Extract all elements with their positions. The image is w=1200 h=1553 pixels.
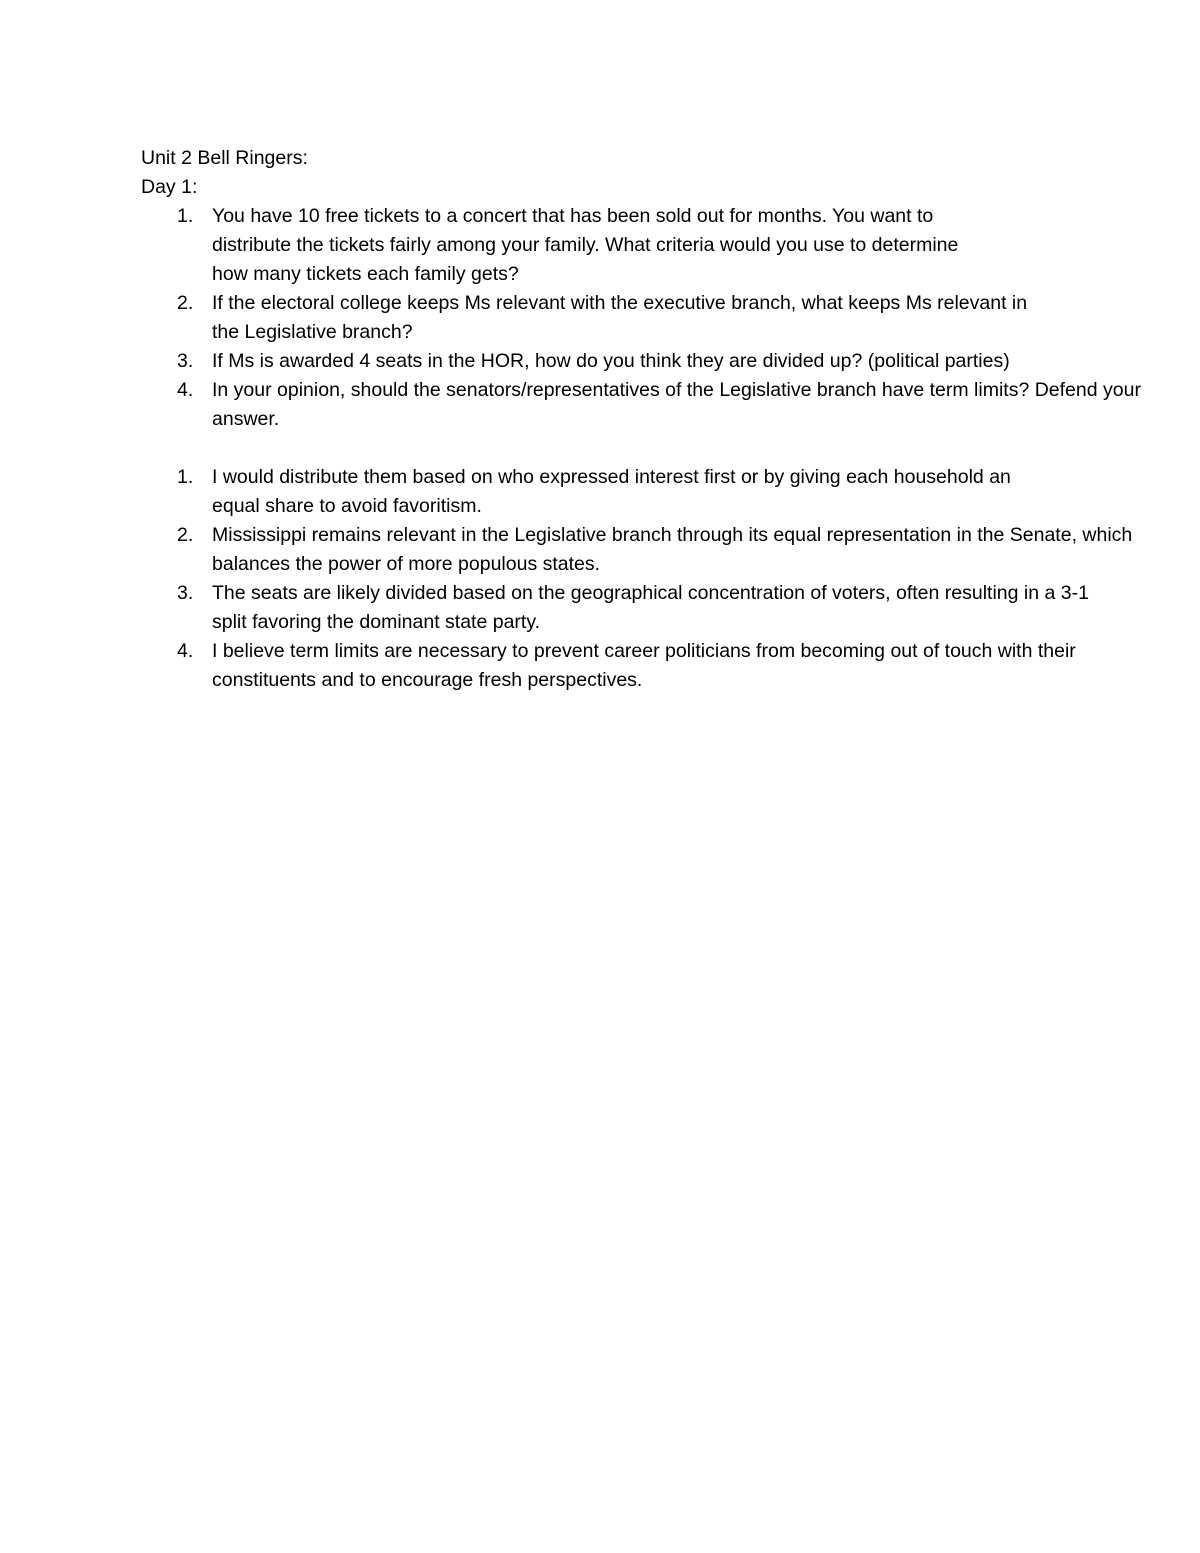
questions-list xyxy=(141,202,1141,434)
section-gap xyxy=(141,434,1071,463)
question-item xyxy=(141,376,1142,434)
answer-number: 4. xyxy=(177,640,194,662)
question-text: If the electoral college keeps Ms relevant with the executive branch, what keeps Ms relevant in the Legislative branch? xyxy=(212,292,1028,343)
answer-item xyxy=(141,463,1042,521)
question-text: In your opinion, should the senators/representatives of the Legislative branch have term limits? Defend your answer. xyxy=(212,379,1141,430)
answer-text: I believe term limits are necessary to prevent career politicians from becoming out of touch with their constituents and to encourage fresh perspectives. xyxy=(212,640,1076,691)
question-item xyxy=(141,347,1067,376)
question-text: If Ms is awarded 4 seats in the HOR, how do you think they are divided up? (political parties) xyxy=(212,350,1010,372)
answer-number: 2. xyxy=(177,524,194,546)
question-item xyxy=(141,289,1057,347)
answer-number: 1. xyxy=(177,466,194,488)
question-text: You have 10 free tickets to a concert that has been sold out for months. You want to distribute the tickets fairly among your family. What criteria would you use to determine how many tickets each family gets? xyxy=(212,205,959,285)
answer-item xyxy=(141,521,1142,579)
document-content xyxy=(141,144,1141,695)
answer-text: Mississippi remains relevant in the Legislative branch through its equal representation in the Senate, which balances the power of more populous states. xyxy=(212,524,1133,575)
question-number: 4. xyxy=(177,379,194,401)
question-item xyxy=(141,202,972,289)
document-title: Unit 2 Bell Ringers: xyxy=(141,147,308,169)
answer-text: The seats are likely divided based on the geographical concentration of voters, often resulting in a 3-1 split favoring the dominant state party. xyxy=(212,582,1089,633)
answer-item xyxy=(141,637,1112,695)
question-number: 1. xyxy=(177,205,194,227)
day-label: Day 1: xyxy=(141,176,198,198)
question-number: 2. xyxy=(177,292,194,314)
answers-list xyxy=(141,463,1133,695)
question-number: 3. xyxy=(177,350,194,372)
answer-number: 3. xyxy=(177,582,194,604)
answer-text: I would distribute them based on who expressed interest first or by giving each household an equal share to avoid favoritism. xyxy=(212,466,1011,517)
answer-item xyxy=(141,579,1112,637)
